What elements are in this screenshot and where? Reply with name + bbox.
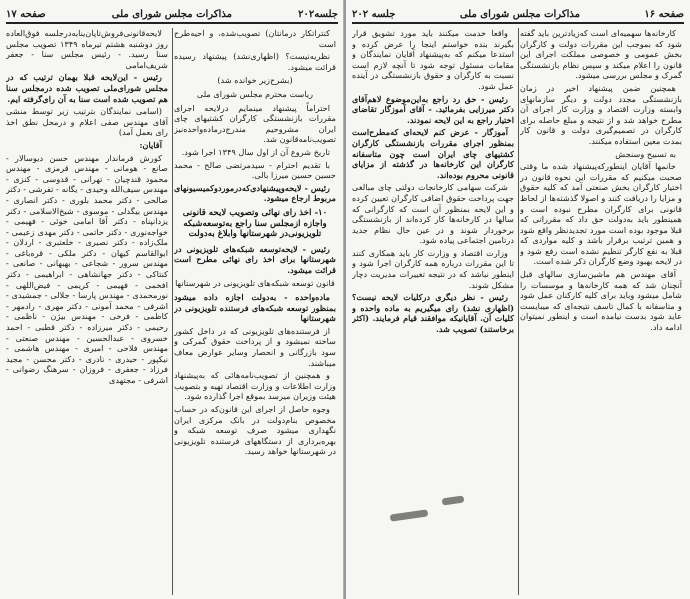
right-session-label: جلسه ۲۰۲ [352, 8, 396, 20]
paragraph-text: آقای مهندس هم ماشین‌سازی سالهای قبل آنچنان شد که همه کارخانه‌ها و موسسات را شامل میشود وباید برای کلیه کارکنان عمل شود و متاسفانه با کمال تاسف نتیجه‌ای که میبایست عاید شود بدست نیامده است و اینطور نمیتوان ادامه داد. [520, 269, 682, 333]
right-page-number: صفحه ۱۶ [644, 8, 684, 20]
paragraph-bold: رئیس - این‌لایحه‌ قبلا بهمان ترتیب که در مجلس شورای‌ملی تصویب شده درمجلس سنا هم تصویب شده است سنا به آن رای‌گرفته ایم. [6, 72, 168, 104]
paragraph-text: شرکت سهامی کارخانجات دولتی چای مبالغی جهت پرداخت حقوق اضافی کارگران تعیین کرده و این لایحه بمنظور آن است که کارگرانی که سالها در کارخانه‌ها کار کرده‌اند از بازنشستگی برخوردار شوند و در عین حال نظام جدید درتامین اجتماعی پیاده شود. [352, 182, 514, 246]
paragraph-bold: رئیس - حق‌ رد راجع به‌این‌موضوع لاهم‌آقای دکتر میرزایی بفرمائید. - آقای آموزگار تقاضای اختیار راجع به این لایحه نمودند. [352, 93, 514, 125]
right-page-right-column [520, 28, 682, 595]
left-page-header [6, 6, 338, 24]
paragraph-text: از فرستنده‌های تلویزیونی که در داخل کشور ساخته نمیشود و از پرداخت حقوق گمرکی و سود بازرگانی و انحصار وسایر عوارض معاف میباشند. [174, 325, 336, 368]
paragraph-bold: رئیس - لایحه‌توسعه شبکه‌های تلویزیونی در شهرستانها برای اخذ رای نهائی مطرح است قرائت میشود. [174, 243, 336, 275]
paragraph-text: لایحه‌قانونی‌فروش‌تاپان‌ینابه‌درجلسه فوق‌العاده روز دوشنبه هشتم تیرماه ۱۳۴۹ تصویب مجلس سنا رسید. - رئیس مجلس سنا - جعفر شریف‌امامی [6, 28, 168, 70]
paragraph-text: (اسامی نمایندگان بترتیب زیر توسط منشی آقای مهندس صفی اعلام و درمحل نطق اخذ رای بعمل آمد) [6, 106, 168, 138]
right-page-column-divider [518, 28, 519, 595]
paragraph-bold: آقایان: [139, 139, 162, 150]
paragraph-bold: رئیس - لایحه‌وپیشنهادی‌که‌درموردوکمیسیونهای مربوط ارجاع میشود. [174, 182, 336, 204]
paragraph-text: خانمها آقایان اینطورکه‌پیشنهاد شده ما وقتی صحبت میکنیم که مقررات این نحوه قانون در اختیار کارگران بخش صنعتی آمد که کلیه حقوق و مزایا را دریافت کنند و اصولا گذشته‌ها از لحاظ قانونی برای کارگران مطرح نبوده است و همینطور باید به‌دولت حق داد که‌ مقرراتی که قبلا موجود بوده است مورد تجدیدنظر واقع شود و همین ترتیب برقرار باشد و کلیه مواردی که قبلا به نفع کارگر تنظیم نشده است رفع شود و در لایحه بهبود وضع کارگران ذکر شده است. [520, 161, 682, 267]
paragraph-text: به تسبیح وسنجش [615, 148, 676, 159]
paragraph-text: با تقدیم احترام - سیدمرتضی صالح - محمد حسین حسین میرزا بالی. [174, 159, 336, 181]
paragraph-text: کنتراتکار درمانتان) تصویب‌شده، و احیه‌طرح است [174, 28, 336, 49]
left-running-title: مذاکرات مجلس شورای ملی [111, 8, 232, 20]
paragraph-text: کورش فرماندار مهندس حسن دیوسالار - صانع - هومانی - مهندس قرمزی - مهندس محمود قندچیان - تهرانی - قدوسی - کنزی - مهندس سیف‌الله وحیدی - یگانه - تفرشی - دکتر صالحی - دکتر محمد بلوری - دکتر انصاری - مهندس بیگدلی - موسوی - شیخ‌الاسلامی - دکتر یزدانپناه - دکتر آقا امامی خوئی - فهیمی - خواجه‌نوری - دکتر حاتمی - دکتر مهدی زعیمی - ملک‌زاده - دکتر نصیری - خلعتبری - اردلان - ابوالقاسم کیهان - دکتر ملکی - قره‌باغی - مهندس سرور - شجاعی - بهبهانی - صانعی - کنتاکی - دکتر جهانشاهی - ابراهیمی - دکتر افخمی - فهیمی - کریمی - فیض‌اللهی - نورمحمدی - مهندس پارسا - جلالی - جمشیدی - اشرفی - محمد آمونی - دکتر مهری - رادمهر - کاظمی - فرخی - مهندس بیژن - ناظمی - رحیمی - دکتر میرزاده - دکتر قطبی - احمد خسروی - عبدالحسین - مهندس صنعتی - مهندس فلاحی - امیری - مهندس هاشمی - نیکپور - حیدری - نادری - دکتر محسن - مجید فرزاد - جعفری - فروزان - سرهنگ رضوانی - اشرفی - مجتهدی [6, 152, 168, 385]
paragraph-text: کارخانه‌ها سهمیه‌ای است که‌زیادترین باید گفته شود که بموجب این مقررات دولت و کارگران بخش عمومی و خصوصی مملکت اجرای این قانون را اعلام میکند و سپس نظام بازنشستگی گمرک و مجلس بررسی میشود. [520, 28, 682, 81]
paragraph-text: همچنین ضمن‌ پیشنهاد اخیر در زمان بازنشستگی مجدد دولت و دیگر سازمانهای وابسته وزارت اقتصاد و وزارت کار اجرای آن مطرح خواهد شد و از نتیجه و مبلغ حاصله برای کارگران در تصمیم‌گیری دولت و قانون کار بمدت معین استفاده میکنند. [520, 82, 682, 146]
paragraph-text: تاریخ شروع آن از اول سال ۱۳۴۹ اجرا شود. [181, 146, 330, 157]
left-session-label: جلسه۲۰۲ [298, 8, 338, 20]
paragraph-text: احتراماً پیشنهاد مینمایم درلایحه اجرای مقررات بازنشستگی کارگران کشتیهای چای ایران مشروحیم مندرج‌درماده‌واحده‌نیز تصویب‌نامه‌قانون شد. [174, 102, 336, 145]
paragraph-bold: آموزگار - عرض‌ کنم لایحه‌ای که‌مطرح‌است بمنظور اجرای مقررات بازنشستگی کارگران کشتیهای چای ایران است چون متاسفانه کارگران این کارخانه‌ها در گذشته از مزایای قانونی محروم بوده‌اند. [352, 127, 514, 180]
paragraph-center: قانون توسعه شبکه‌های تلویزیونی در شهرستانها [175, 278, 335, 289]
paragraph-bold: رئیس - نظر دیگری درکلیات لایحه نیست؟ (اظهاری نشد) رای میگیریم به ماده واحده و کلیات آن. آقایانیکه موافقند قیام فرمایند. (اکثر برخاستند) تصویب شد. [352, 292, 514, 335]
paragraph-text: و همچنین از تصویب‌نامه‌هائی که به‌پیشنهاد وزارت اطلاعات و وزارت اقتصاد تهیه و بتصویب هیئت وزیران میرسد بموقع اجرا گذارده شود. [174, 370, 336, 402]
paragraph-center: ریاست محترم مجلس شورای ملی [196, 88, 314, 99]
paragraph-text: نظریه‌نیست؟ (اظهاری‌نشد) پیشنهاد رسیده قرائت میشود. [174, 51, 336, 72]
paragraph-text: وجوه حاصل از اجرای این قانون‌که در حساب مخصوص بنام‌دولت در بانک مرکزی ایران نگهداری میشود صرف توسعه شبکه و بهره‌برداری از دستگاههای فرستنده تلویزیونی در شهرستانها خواهد رسید. [174, 404, 336, 457]
right-page-header [352, 6, 684, 24]
paragraph-text: واقعا خدمت میکنند باید مورد تشویق قرار بگیرند بنده خواستم اینجا را عرض کرده و استدعا میکنم که به‌پیشنهاد آقایان نمایندگان و مقامات مسئول توجه شود تا آنچه لازم است نسبت به کارگران و حقوق بازنشستگی در آینده عمل شود. [352, 28, 514, 91]
left-page-left-column [6, 28, 168, 595]
left-page-column-divider [172, 28, 173, 595]
left-page-number: صفحه ۱۷ [6, 8, 46, 20]
right-page [346, 0, 690, 599]
paragraph-center: (بشرح‌زیر خوانده شد) [217, 75, 293, 86]
paragraph-bold: ماده‌واحده - به‌دولت اجازه داده میشود بمنظور توسعه شبکه‌های فرستنده تلویزیونی در شهرستانها [174, 292, 336, 324]
right-page-left-column [352, 28, 514, 595]
left-page-right-column [174, 28, 336, 595]
paragraph-headline: ۱۰- اخذ رای نهائی وتصویب لایحه قانونی واجازه ازمجلس سنا راجع به‌توسعه‌شبکه تلویزیونی‌در شهرستانها وابلاغ به‌دولت [182, 207, 328, 240]
paragraph-text: وزارت اقتصاد و وزارت کار باید همکاری کنند تا این مقررات درباره همه کارگران اجرا شود و اینطور نباشد که در نتیجه تغییرات مدیریت دچار مشکل شوند. [352, 247, 514, 290]
left-page [0, 0, 344, 599]
right-running-title: مذاکرات مجلس شورای ملی [459, 8, 580, 20]
